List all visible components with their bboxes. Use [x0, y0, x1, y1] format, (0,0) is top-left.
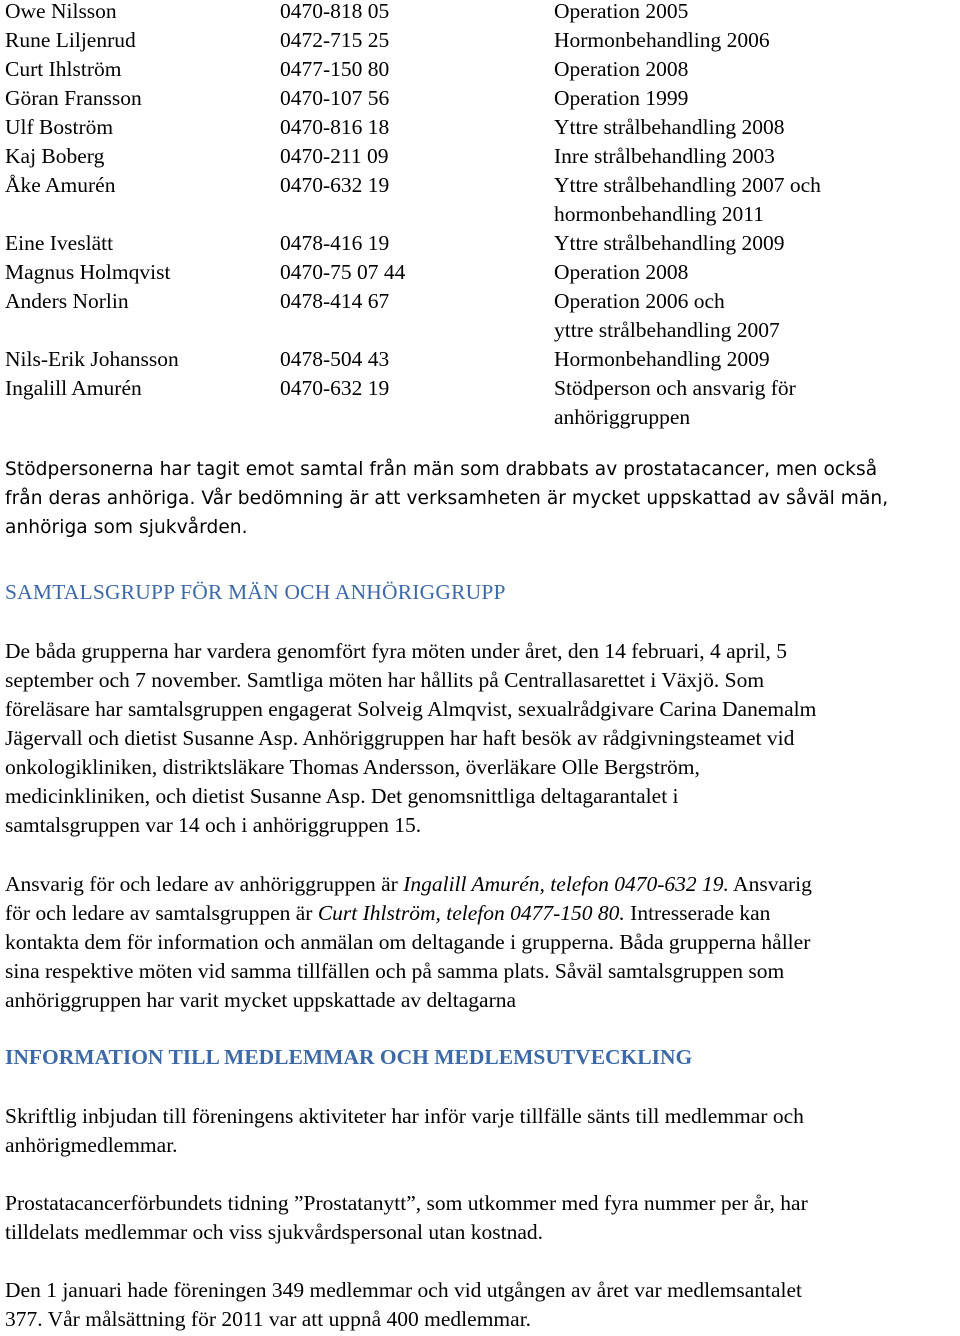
- text-line: tilldelats medlemmar och viss sjukvårdspersonal utan kostnad.: [5, 1220, 543, 1244]
- contact-note: [554, 55, 955, 84]
- contact-row: [5, 26, 955, 55]
- contact-note: [554, 171, 955, 229]
- contact-note: [554, 113, 955, 142]
- text-line: kontakta dem för information och anmälan om deltagande i grupperna. Båda grupperna håller: [5, 930, 811, 954]
- contact-note-line: hormonbehandling 2011: [554, 202, 764, 226]
- text-line: anhöriggruppen har varit mycket uppskattade av deltagarna: [5, 988, 517, 1012]
- contact-note-line: yttre strålbehandling 2007: [554, 318, 780, 342]
- text-line: Prostatacancerförbundets tidning ”Prostatanytt”, som utkommer med fyra nummer per år, har: [5, 1191, 808, 1215]
- contact-row: [5, 345, 955, 374]
- contact-phone: 0470-107 56: [280, 86, 390, 110]
- contact-note-line: Yttre strålbehandling 2008: [554, 115, 785, 139]
- contact-phone: 0470-632 19: [280, 173, 390, 197]
- text-segment: Ansvarig: [728, 872, 812, 896]
- contact-note-line: Operation 2008: [554, 57, 689, 81]
- contact-note: [554, 374, 955, 432]
- contact-note-line: Operation 2005: [554, 0, 689, 23]
- text-line: Skriftlig inbjudan till föreningens aktiviteter har inför varje tillfälle sänts till medlemmar och: [5, 1104, 804, 1128]
- contact-note: [554, 84, 955, 113]
- contact-row: [5, 229, 955, 258]
- text-line: Den 1 januari hade föreningen 349 medlemmar och vid utgången av året var medlemsantalet: [5, 1278, 802, 1302]
- contact-phone: 0477-150 80: [280, 57, 390, 81]
- contact-note: [554, 229, 955, 258]
- groups-paragraph: [5, 637, 960, 840]
- contact-row: [5, 0, 955, 26]
- section-heading-information: INFORMATION TILL MEDLEMMAR OCH MEDLEMSUTVECKLING: [5, 1045, 693, 1069]
- contact-phone: 0470-818 05: [280, 0, 390, 23]
- contact-row: [5, 55, 955, 84]
- contact-note: [554, 26, 955, 55]
- members-paragraph: [5, 1276, 960, 1334]
- contact-note: [554, 345, 955, 374]
- contact-row: [5, 374, 955, 432]
- contact-phone: 0470-632 19: [280, 376, 390, 400]
- contact-note-line: Operation 1999: [554, 86, 689, 110]
- section-heading-groups: SAMTALSGRUPP FÖR MÄN OCH ANHÖRIGGRUPP: [5, 580, 506, 604]
- contact-reference: Ingalill Amurén, telefon 0470-632 19.: [403, 872, 729, 896]
- contact-row: [5, 171, 955, 229]
- contact-row: [5, 142, 955, 171]
- contact-note-line: Operation 2006 och: [554, 289, 725, 313]
- contact-name: Nils-Erik Johansson: [5, 347, 179, 371]
- contact-name: Kaj Boberg: [5, 144, 105, 168]
- contact-row: [5, 113, 955, 142]
- text-line: anhörigmedlemmar.: [5, 1133, 178, 1157]
- responsible-paragraph: [5, 870, 960, 1015]
- contact-note-line: Hormonbehandling 2009: [554, 347, 770, 371]
- text-segment: för och ledare av samtalsgruppen är: [5, 901, 318, 925]
- contact-name: Magnus Holmqvist: [5, 260, 171, 284]
- contact-name: Anders Norlin: [5, 289, 129, 313]
- contact-name: Åke Amurén: [5, 173, 116, 197]
- contact-note: [554, 287, 955, 345]
- contact-note: [554, 142, 955, 171]
- contact-note-line: anhöriggruppen: [554, 405, 691, 429]
- contact-name: Eine Iveslätt: [5, 231, 114, 255]
- text-segment: Intresserade kan: [624, 901, 771, 925]
- text-line: onkologikliniken, distriktsläkare Thomas Andersson, överläkare Olle Bergström,: [5, 755, 700, 779]
- text-line: De båda grupperna har vardera genomfört fyra möten under året, den 14 februari, 4 april, 5: [5, 639, 788, 663]
- contact-note: [554, 258, 955, 287]
- contact-row: [5, 287, 955, 345]
- contact-note-line: Yttre strålbehandling 2007 och: [554, 173, 821, 197]
- contact-phone: 0470-75 07 44: [280, 260, 406, 284]
- text-segment: Ansvarig för och ledare av anhöriggruppen är: [5, 872, 404, 896]
- contact-phone: 0470-211 09: [280, 144, 389, 168]
- text-line: medicinkliniken, och dietist Susanne Asp. Det genomsnittliga deltagarantalet i: [5, 784, 679, 808]
- text-line: samtalsgruppen var 14 och i anhöriggruppen 15.: [5, 813, 422, 837]
- invitation-paragraph: [5, 1102, 960, 1160]
- text-line: anhöriga som sjukvården.: [5, 517, 248, 538]
- contact-name: Rune Liljenrud: [5, 28, 136, 52]
- text-line: [5, 899, 960, 928]
- contact-note-line: Hormonbehandling 2006: [554, 28, 770, 52]
- text-line: från deras anhöriga. Vår bedömning är att verksamheten är mycket uppskattad av såväl män,: [5, 488, 889, 509]
- contact-note-line: Yttre strålbehandling 2009: [554, 231, 785, 255]
- contact-name: Ingalill Amurén: [5, 376, 142, 400]
- contact-phone: 0478-504 43: [280, 347, 390, 371]
- support-paragraph: [5, 455, 960, 542]
- contact-table: [5, 0, 955, 432]
- contact-note-line: Inre strålbehandling 2003: [554, 144, 775, 168]
- text-line: september och 7 november. Samtliga möten har hållits på Centrallasarettet i Växjö. Som: [5, 668, 765, 692]
- contact-name: Owe Nilsson: [5, 0, 117, 23]
- contact-row: [5, 258, 955, 287]
- newsletter-paragraph: [5, 1189, 960, 1247]
- contact-phone: 0478-414 67: [280, 289, 390, 313]
- contact-row: [5, 84, 955, 113]
- text-line: föreläsare har samtalsgruppen engagerat Solveig Almqvist, sexualrådgivare Carina Danemalm: [5, 697, 817, 721]
- text-line: Stödpersonerna har tagit emot samtal från män som drabbats av prostatacancer, men också: [5, 459, 878, 480]
- contact-reference: Curt Ihlström, telefon 0477-150 80.: [317, 901, 625, 925]
- contact-name: Curt Ihlström: [5, 57, 122, 81]
- contact-note: [554, 0, 955, 26]
- contact-name: Ulf Boström: [5, 115, 114, 139]
- contact-phone: 0478-416 19: [280, 231, 390, 255]
- contact-name: Göran Fransson: [5, 86, 142, 110]
- contact-phone: 0472-715 25: [280, 28, 390, 52]
- text-line: [5, 870, 960, 899]
- contact-note-line: Stödperson och ansvarig för: [554, 376, 796, 400]
- contact-note-line: Operation 2008: [554, 260, 689, 284]
- contact-phone: 0470-816 18: [280, 115, 390, 139]
- text-line: 377. Vår målsättning för 2011 var att uppnå 400 medlemmar.: [5, 1307, 532, 1331]
- text-line: sina respektive möten vid samma tillfällen och på samma plats. Såväl samtalsgruppen som: [5, 959, 785, 983]
- text-line: Jägervall och dietist Susanne Asp. Anhöriggruppen har haft besök av rådgivningsteamet vid: [5, 726, 795, 750]
